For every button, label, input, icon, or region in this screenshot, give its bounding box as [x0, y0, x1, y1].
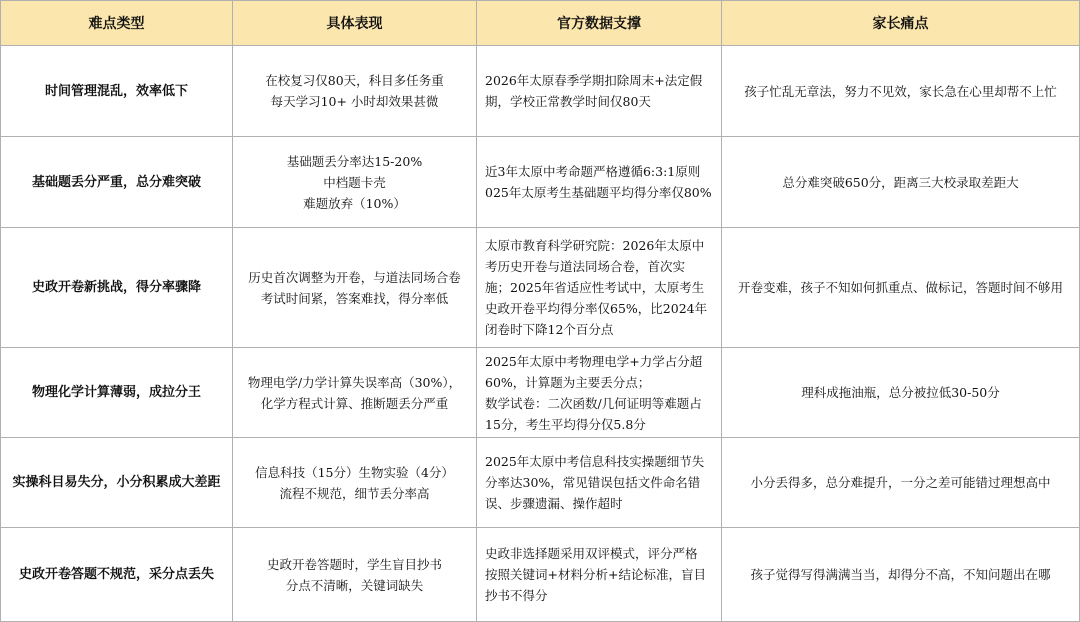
table-row — [1, 46, 1080, 137]
symptom-line: 难题放弃（10%） — [303, 195, 406, 211]
data-line: 15分，考生平均得分仅5.8分 — [485, 416, 646, 432]
data-line: 近3年太原中考命题严格遵循6:3:1原则 — [485, 164, 701, 179]
table-row — [1, 348, 1080, 438]
parent-pain-cell: 孩子忙乱无章法，努力不见效，家长急在心里却帮不上忙 — [722, 46, 1080, 137]
data-line: 考历史开卷与道法同场合卷，首次实 — [485, 259, 686, 274]
difficulty-type-cell: 基础题丢分严重，总分难突破 — [1, 137, 233, 228]
parent-pain-cell: 理科成拖油瓶，总分被拉低30-50分 — [722, 348, 1080, 438]
parent-pain-cell: 总分难突破650分，距离三大校录取差距大 — [722, 137, 1080, 228]
symptom-cell — [233, 348, 477, 438]
symptom-line: 历史首次调整为开卷，与道法同场合卷 — [248, 269, 461, 285]
symptom-line: 中档题卡壳 — [323, 174, 386, 190]
symptom-cell — [233, 137, 477, 228]
symptom-line: 信息科技（15分）生物实验（4分） — [255, 464, 454, 480]
data-line: 抄书不得分 — [485, 588, 548, 603]
table-row — [1, 438, 1080, 528]
table-header-row — [1, 1, 1080, 46]
data-line: 分率达30%，常见错误包括文件命名错 — [485, 475, 701, 490]
table-row — [1, 137, 1080, 228]
data-line: 太原市教育科学研究院：2026年太原中 — [485, 238, 705, 253]
data-line: 60%，计算题为主要丢分点； — [485, 374, 651, 390]
symptom-cell — [233, 46, 477, 137]
difficulty-type-cell: 时间管理混乱，效率低下 — [1, 46, 233, 137]
difficulty-type-cell: 物理化学计算薄弱，成拉分王 — [1, 348, 233, 438]
symptom-line: 化学方程式计算、推断题丢分严重 — [260, 395, 449, 411]
official-data-cell — [477, 46, 722, 137]
data-line: 2026年太原春季学期扣除周末+法定假 — [485, 73, 703, 88]
official-data-cell — [477, 438, 722, 528]
difficulty-type-cell: 实操科目易失分，小分积累成大差距 — [1, 438, 233, 528]
symptom-line: 物理电学/力学计算失误率高（30%）， — [247, 374, 462, 390]
symptom-cell — [233, 228, 477, 348]
symptom-line: 史政开卷答题时，学生盲目抄书 — [266, 556, 442, 572]
header-symptoms: 具体表现 — [233, 1, 477, 46]
data-line: 2025年太原中考信息科技实操题细节失 — [485, 454, 705, 469]
header-official-data: 官方数据支撑 — [477, 1, 722, 46]
official-data-cell — [477, 137, 722, 228]
difficulty-type-cell: 史政开卷答题不规范，采分点丢失 — [1, 528, 233, 622]
data-line: 数学试卷：二次函数/几何证明等难题占 — [485, 395, 702, 411]
official-data-cell — [477, 528, 722, 622]
official-data-cell — [477, 348, 722, 438]
data-line: 按照关键词+材料分析+结论标准，盲目 — [485, 567, 706, 582]
official-data-cell — [477, 228, 722, 348]
symptom-cell — [233, 438, 477, 528]
data-line: 史政非选择题采用双评模式，评分严格 — [485, 546, 698, 561]
symptom-line: 每天学习10+ 小时却效果甚微 — [270, 94, 439, 109]
parent-pain-cell: 开卷变难，孩子不知如何抓重点、做标记，答题时间不够用 — [722, 228, 1080, 348]
difficulty-type-cell: 史政开卷新挑战，得分率骤降 — [1, 228, 233, 348]
data-line: 期，学校正常教学时间仅80天 — [485, 94, 651, 109]
table-row — [1, 228, 1080, 348]
data-line: 误、步骤遗漏、操作超时 — [485, 496, 623, 511]
data-line: 施；2025年省适应性考试中，太原考生 — [485, 280, 705, 295]
symptom-line: 考试时间紧，答案难找，得分率低 — [260, 290, 449, 306]
data-line: 史政开卷平均得分率仅65%，比2024年 — [485, 301, 708, 316]
parent-pain-cell: 孩子觉得写得满满当当，却得分不高，不知问题出在哪 — [722, 528, 1080, 622]
header-parent-pain: 家长痛点 — [722, 1, 1080, 46]
header-difficulty-type: 难点类型 — [1, 1, 233, 46]
symptom-line: 在校复习仅80天，科目多任务重 — [265, 73, 444, 88]
data-line: 025年太原考生基础题平均得分率仅80% — [485, 185, 712, 200]
parent-pain-cell: 小分丢得多，总分难提升，一分之差可能错过理想高中 — [722, 438, 1080, 528]
symptom-line: 基础题丢分率达15-20% — [286, 153, 423, 169]
symptom-cell — [233, 528, 477, 622]
data-line: 2025年太原中考物理电学+力学占分超 — [485, 353, 703, 369]
symptom-line: 流程不规范，细节丢分率高 — [279, 485, 430, 501]
data-line: 闭卷时下降12个百分点 — [485, 322, 614, 337]
symptom-line: 分点不清晰，关键词缺失 — [285, 577, 424, 593]
table-row — [1, 528, 1080, 622]
